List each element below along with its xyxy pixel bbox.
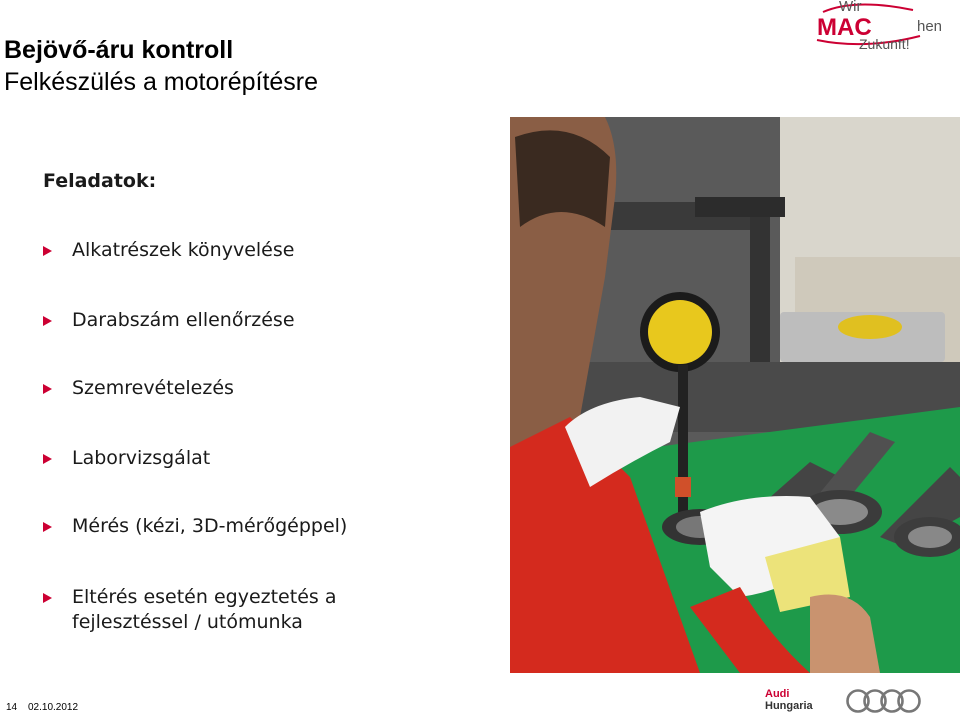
triangle-bullet-icon xyxy=(43,384,52,394)
triangle-bullet-icon xyxy=(43,593,52,603)
page-subtitle: Felkészülés a motorépítésre xyxy=(4,68,319,96)
page-number: 14 xyxy=(6,702,18,713)
brand-line1: Audi xyxy=(765,688,790,700)
logo-line3: Zukunft! xyxy=(859,36,910,52)
wir-machen-zukunft-logo xyxy=(795,0,960,55)
triangle-bullet-icon xyxy=(43,316,52,326)
footer-date: 02.10.2012 xyxy=(28,702,79,713)
logo-line1: Wir xyxy=(839,0,862,15)
triangle-bullet-icon xyxy=(43,454,52,464)
page-title: Bejövő-áru kontroll xyxy=(4,36,234,64)
brand-line2: Hungaria xyxy=(765,700,813,712)
worker-measuring-connecting-rods-photo xyxy=(510,117,960,673)
triangle-bullet-icon xyxy=(43,246,52,256)
audi-rings-icon xyxy=(845,688,923,714)
logo-word: MAC xyxy=(817,14,872,41)
audi-hungaria-wordmark xyxy=(765,688,813,712)
triangle-bullet-icon xyxy=(43,522,52,532)
section-label: Feladatok: xyxy=(43,170,157,192)
logo-suffix: hen xyxy=(917,18,943,35)
